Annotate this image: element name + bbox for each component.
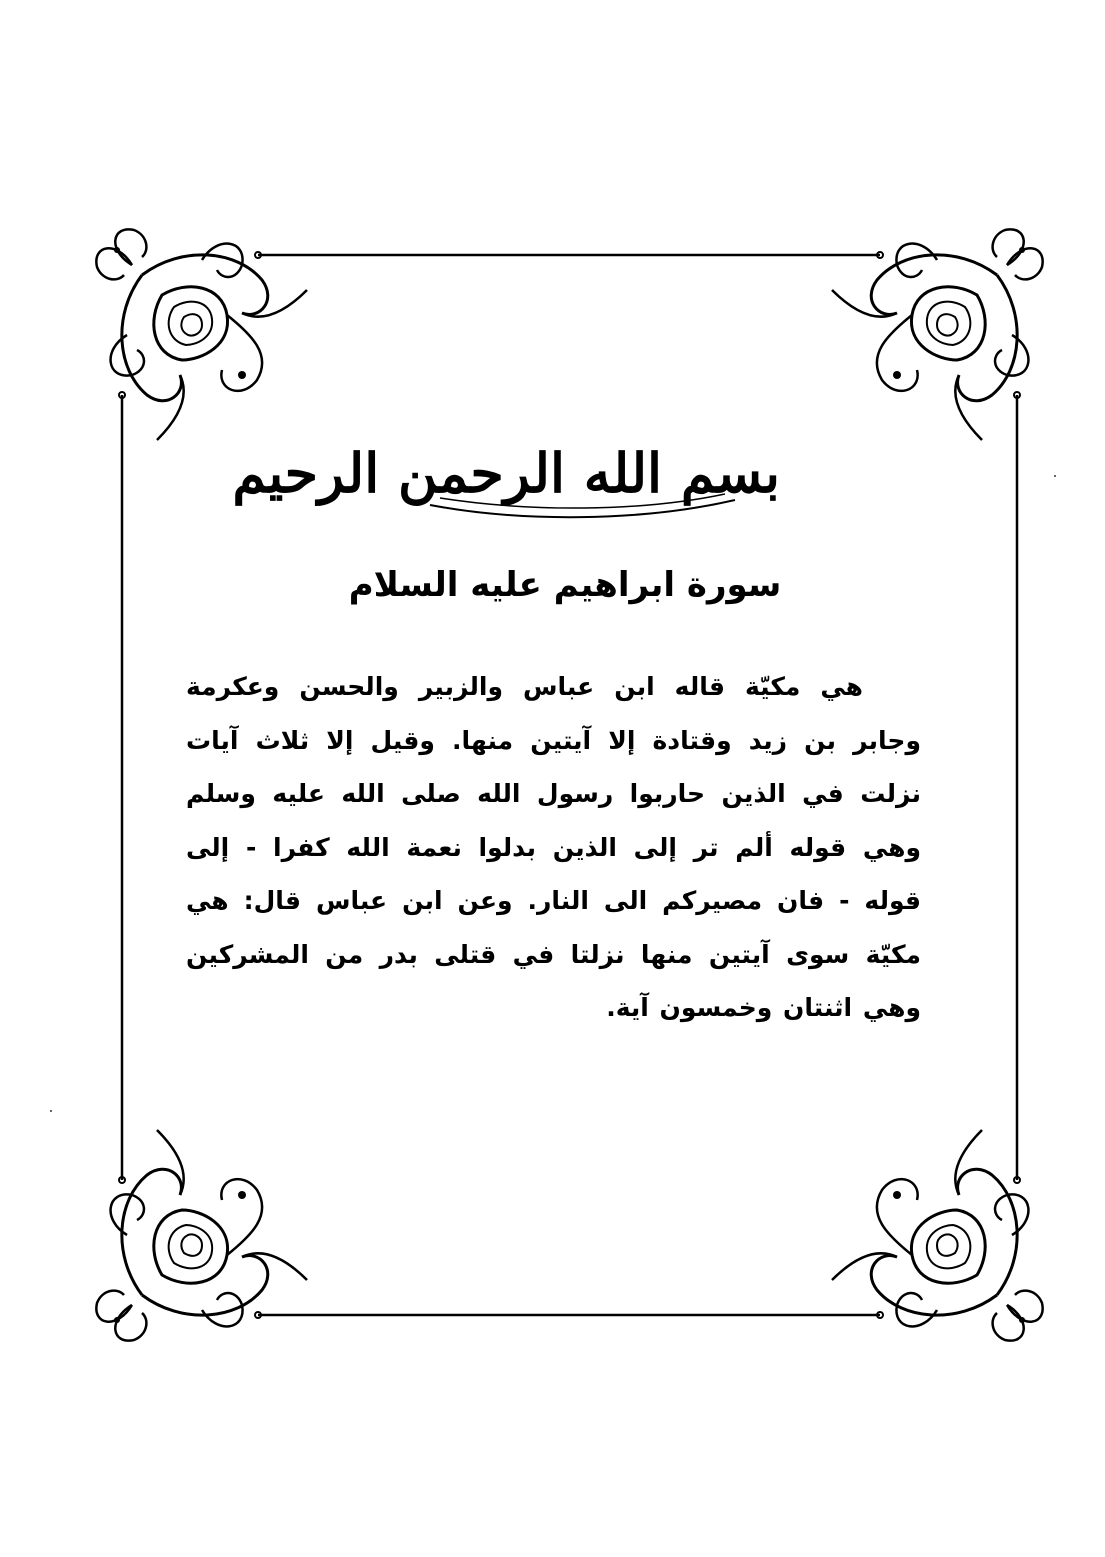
basmala-calligraphy: بسم الله الرحمن الرحيم xyxy=(232,441,780,505)
corner-arabesque-icon xyxy=(96,1130,307,1341)
corner-arabesque-icon xyxy=(96,229,307,440)
surah-title: سورة ابراهيم عليه السلام xyxy=(348,565,782,605)
scan-speck xyxy=(50,1110,52,1112)
scan-speck xyxy=(1054,475,1056,477)
corner-arabesque-icon xyxy=(832,1130,1043,1341)
corner-arabesque-icon xyxy=(832,229,1043,440)
intro-paragraph: هي مكيّة قاله ابن عباس والزبير والحسن وعكرمة وجابر بن زيد وقتادة إلا آيتين منها. وقيل إلا ثلاث آيات نزلت في الذين حاربوا رسول الله صلى الله عليه وسلم وهي قوله ألم تر إلى الذين بدلوا نعمة الله كفرا - إلى قوله - فان مصيركم الى النار. وعن ابن عباس قال: هي مكيّة سوى آيتين منها نزلتا في قتلى بدر من المشركين وهي اثنتان وخمسون آية. xyxy=(186,672,921,1022)
